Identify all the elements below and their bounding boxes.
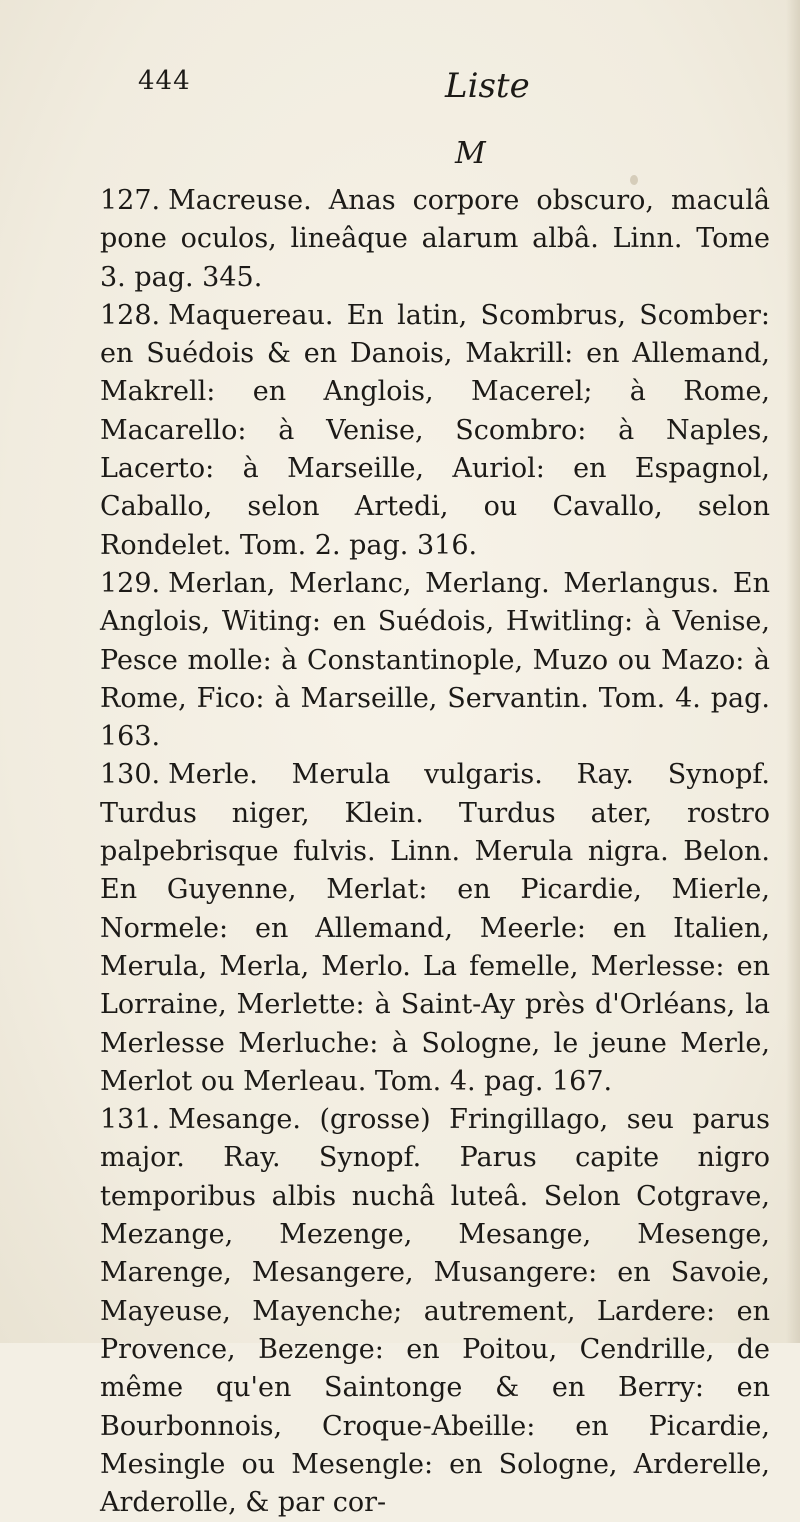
entry-text: Macreuse. Anas corpore obscuro, maculâ pone oculos, lineâque alarum albâ. Linn. Tome 3. pag. 345.: [100, 185, 770, 293]
section-letter: M: [455, 136, 486, 171]
entry-129: [100, 565, 770, 756]
entry-number: 127.: [100, 185, 161, 216]
entry-text: Merlan, Merlanc, Merlang. Merlangus. En Anglois, Witing: en Suédois, Hwitling: à Venise, Pesce molle: à Constantinople, Muzo ou Mazo: à Rome, Fico: à Marseille, Servantin. Tom. 4. pag. 163.: [100, 567, 770, 753]
entry-number: 129.: [100, 567, 161, 599]
entry-text: Mesange. (grosse) Fringillago, seu parus major. Ray. Synopf. Parus capite nigro temporibus albis nuchâ luteâ. Selon Cotgrave, Mezange, Mezenge, Mesange, Mesenge, Marenge, Mesangere, Musangere: en Savoie, Mayeuse, Mayenche; autrement, Lardere: en Provence, Bezenge: en Poitou, Cendrille, de même qu'en Saintonge & en Berry: en Bourbonnois, Croque-Abeille: en Picardie, Mesingle ou Mesengle: en Sologne, Arderelle, Arderolle, & par cor-: [100, 1104, 770, 1519]
entry-text: Merle. Merula vulgaris. Ray. Synopf. Turdus niger, Klein. Turdus ater, rostro palpebrisque fulvis. Linn. Merula nigra. Belon. En Guyenne, Merlat: en Picardie, Mierle, Normele: en Allemand, Meerle: en Italien, Merula, Merla, Merlo. La femelle, Merlesse: en Lorraine, Merlette: à Saint-Ay près d'Orléans, la Merlesse Merluche: à Sologne, le jeune Merle, Merlot ou Merleau. Tom. 4. pag. 167.: [100, 759, 770, 1097]
entry-127: [100, 182, 770, 297]
page-header: [0, 66, 800, 106]
page-number: 444: [138, 66, 191, 96]
running-title: Liste: [445, 66, 530, 106]
entry-text: Maquereau. En latin, Scombrus, Scomber: en Suédois & en Danois, Makrill: en Allemand, Makrell: en Anglois, Macerel; à Rome, Macarello: à Venise, Scombro: à Naples, Lacerto: à Marseille, Auriol: en Espagnol, Caballo, selon Artedi, ou Cavallo, selon Rondelet. Tom. 2. pag. 316.: [100, 299, 770, 561]
entry-number: 128.: [100, 299, 161, 331]
binding-shadow: [786, 0, 800, 1343]
entry-128: [100, 297, 770, 565]
entry-number: 131.: [100, 1104, 161, 1136]
entry-list: [100, 182, 770, 1522]
entry-130: [100, 756, 770, 1101]
entry-131: [100, 1101, 770, 1522]
entry-number: 130.: [100, 759, 161, 791]
